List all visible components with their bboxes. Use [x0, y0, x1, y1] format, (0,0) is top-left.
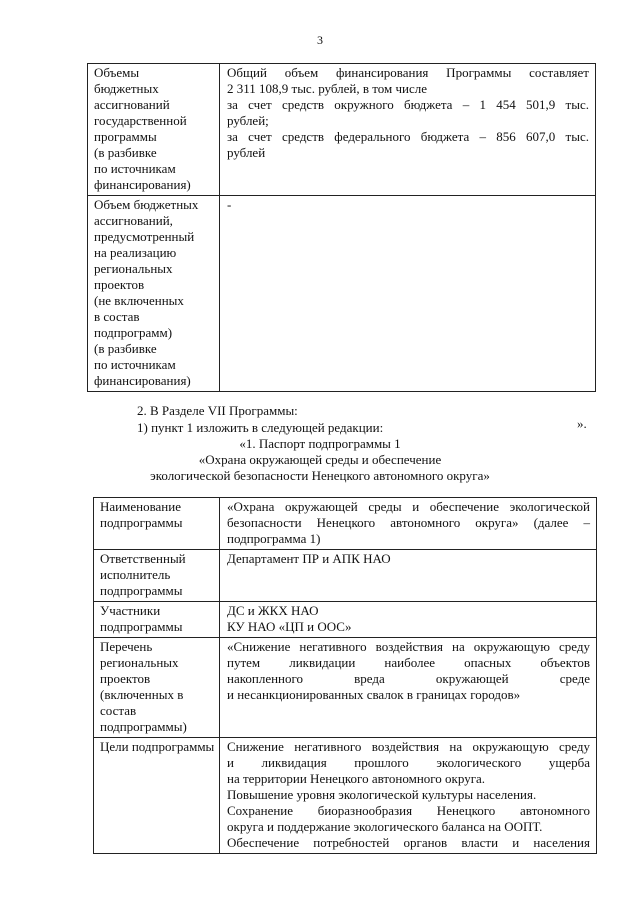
- label-line: Наименование: [100, 499, 181, 514]
- label-line: ассигнований,: [94, 213, 173, 228]
- label-line: бюджетных: [94, 81, 159, 96]
- label-line: ассигнований: [94, 97, 170, 112]
- label-line: подпрограммы: [100, 583, 183, 598]
- label-line: региональных: [94, 261, 173, 276]
- value-line: на территории Ненецкого автономного округа.: [227, 771, 486, 786]
- program-funding-table: [87, 63, 596, 392]
- table-row: [94, 550, 597, 602]
- label-line: Участники: [100, 603, 161, 618]
- label-line: проектов: [94, 277, 145, 292]
- label-line: на реализацию: [94, 245, 177, 260]
- label-line: Цели подпрограммы: [100, 739, 215, 754]
- subprogram-title-line-1: «1. Паспорт подпрограммы 1: [239, 436, 401, 451]
- value-line: 2 311 108,9 тыс. рублей, в том числе: [227, 81, 428, 96]
- label-line: по источникам: [94, 357, 176, 372]
- row-label: [94, 602, 220, 638]
- amendment-line-1: 2. В Разделе VII Программы:: [137, 403, 298, 418]
- label-line: подпрограмм): [94, 325, 173, 340]
- label-line: подпрограммы): [100, 719, 187, 734]
- value-line: путем ликвидации наиболее опасных объектов: [227, 655, 590, 670]
- label-line: подпрограммы: [100, 515, 183, 530]
- label-line: по источникам: [94, 161, 176, 176]
- label-line: финансирования): [94, 373, 191, 388]
- value-line: округа и поддержание экологического баланса на ООПТ.: [227, 819, 543, 834]
- label-line: Ответственный: [100, 551, 186, 566]
- label-line: Объем бюджетных: [94, 197, 199, 212]
- value-line: накопленного вреда окружающей среде: [227, 671, 590, 686]
- label-line: Перечень: [100, 639, 153, 654]
- value-line: за счет средств окружного бюджета – 1 454 501,9 тыс.: [227, 97, 589, 112]
- label-line: предусмотренный: [94, 229, 195, 244]
- table-row: [94, 738, 597, 854]
- row-value: [220, 64, 596, 196]
- value-line: «Охрана окружающей среды и обеспечение экологической: [227, 499, 590, 514]
- label-line: в состав: [94, 309, 140, 324]
- value-line: Снижение негативного воздействия на окружающую среду: [227, 739, 590, 754]
- label-line: проектов: [100, 671, 151, 686]
- table-row: [88, 64, 596, 196]
- row-value: [220, 550, 597, 602]
- value-line: безопасности Ненецкого автономного округа» (далее –: [227, 515, 590, 530]
- row-label: [94, 638, 220, 738]
- value-line: Обеспечение потребностей органов власти и населения: [227, 835, 590, 850]
- value-line: ДС и ЖКХ НАО: [227, 603, 319, 618]
- label-line: исполнитель: [100, 567, 171, 582]
- value-line: Повышение уровня экологической культуры населения.: [227, 787, 537, 802]
- subprogram-passport-table: [93, 497, 597, 854]
- table-row: [94, 638, 597, 738]
- label-line: государственной: [94, 113, 187, 128]
- page-number: 3: [317, 33, 323, 47]
- label-line: финансирования): [94, 177, 191, 192]
- row-value: [220, 638, 597, 738]
- value-line: подпрограмма 1): [227, 531, 321, 546]
- label-line: (в разбивке: [94, 145, 157, 160]
- value-line: и несанкционированных свалок в границах городов»: [227, 687, 521, 702]
- row-label: [94, 738, 220, 854]
- row-label: [94, 498, 220, 550]
- label-line: (включенных в: [100, 687, 184, 702]
- label-line: (не включенных: [94, 293, 184, 308]
- row-label: [88, 196, 220, 392]
- value-line: за счет средств федерального бюджета – 856 607,0 тыс.: [227, 129, 589, 144]
- subprogram-title-line-3: экологической безопасности Ненецкого автономного округа»: [150, 468, 490, 483]
- row-label: [94, 550, 220, 602]
- label-line: Объемы: [94, 65, 140, 80]
- closing-quote-mark: ».: [577, 416, 587, 431]
- row-label: [88, 64, 220, 196]
- value-line: Департамент ПР и АПК НАО: [227, 551, 391, 566]
- value-line: и ликвидация прошлого экологического ущерба: [227, 755, 590, 770]
- label-line: состав: [100, 703, 137, 718]
- table-row: [94, 602, 597, 638]
- subprogram-title-line-2: «Охрана окружающей среды и обеспечение: [198, 452, 442, 467]
- row-value: [220, 738, 597, 854]
- value-line: рублей;: [227, 113, 269, 128]
- label-line: подпрограммы: [100, 619, 183, 634]
- value-line: «Снижение негативного воздействия на окружающую среду: [227, 639, 590, 654]
- value-line: Сохранение биоразнообразия Ненецкого автономного: [227, 803, 590, 818]
- value-line: рублей: [227, 145, 266, 160]
- label-line: (в разбивке: [94, 341, 157, 356]
- row-value: [220, 196, 596, 392]
- table-row: [94, 498, 597, 550]
- row-value: [220, 602, 597, 638]
- value-line: Общий объем финансирования Программы составляет: [227, 65, 589, 80]
- row-value: [220, 498, 597, 550]
- table-row: [88, 196, 596, 392]
- label-line: региональных: [100, 655, 179, 670]
- value-line: КУ НАО «ЦП и ООС»: [227, 619, 352, 634]
- amendment-line-2: 1) пункт 1 изложить в следующей редакции:: [137, 420, 384, 435]
- label-line: программы: [94, 129, 157, 144]
- value-line: -: [227, 197, 232, 212]
